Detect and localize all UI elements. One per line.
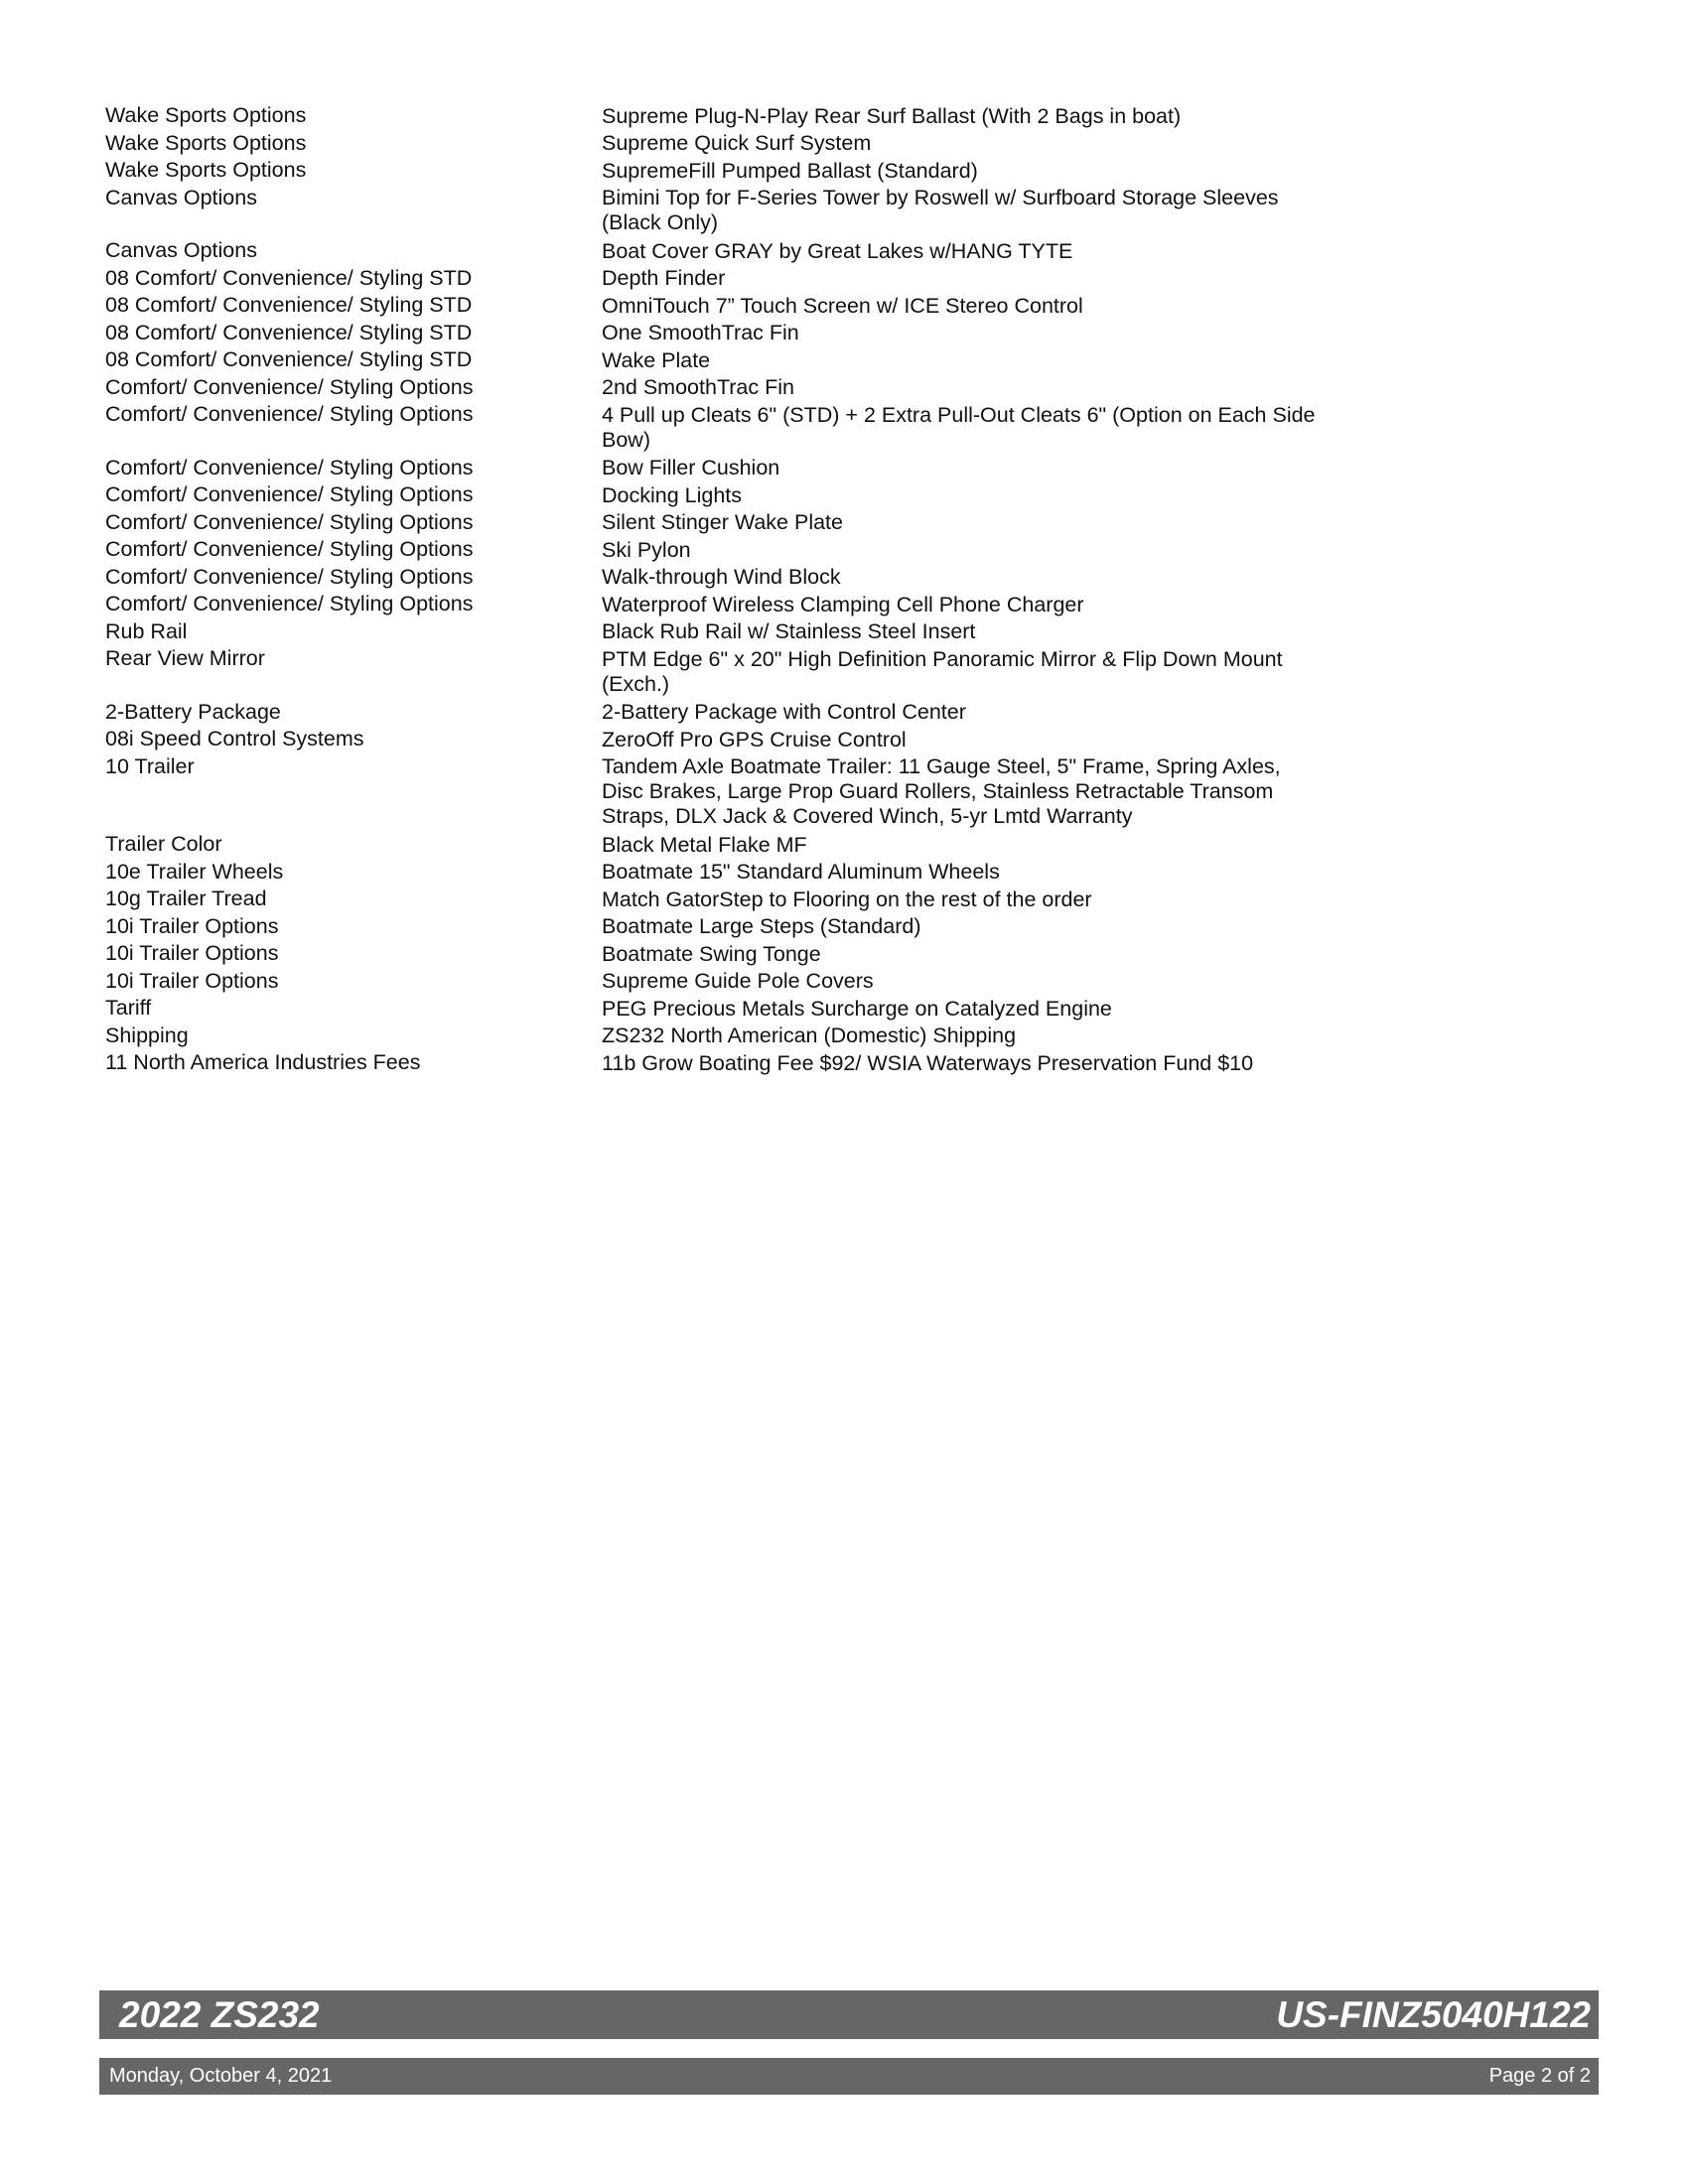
option-description: Supreme Guide Pole Covers bbox=[602, 969, 874, 993]
option-description: Supreme Plug-N-Play Rear Surf Ballast (With 2 Bags in boat) bbox=[602, 103, 1182, 128]
option-category: 10e Trailer Wheels bbox=[105, 859, 284, 884]
option-category: 08 Comfort/ Convenience/ Styling STD bbox=[105, 265, 473, 290]
option-category: Rear View Mirror bbox=[105, 646, 265, 670]
table-row bbox=[105, 913, 1336, 941]
option-description: Tandem Axle Boatmate Trailer: 11 Gauge Steel, 5" Frame, Spring Axles, Disc Brakes, Large Prop Guard Rollers, Stainless Retractable Transom Straps, DLX Jack & Covered Winch, 5-yr Lmtd Warranty bbox=[602, 754, 1281, 828]
model-name: 2022 ZS232 bbox=[119, 1993, 320, 2035]
table-row bbox=[105, 157, 1336, 185]
table-row bbox=[105, 536, 1336, 564]
option-category: Wake Sports Options bbox=[105, 130, 307, 155]
option-category: Shipping bbox=[105, 1023, 189, 1047]
option-category: Canvas Options bbox=[105, 185, 257, 209]
table-row bbox=[105, 886, 1336, 913]
option-category: Wake Sports Options bbox=[105, 103, 307, 127]
table-row bbox=[105, 374, 1336, 402]
option-description: Black Metal Flake MF bbox=[602, 832, 807, 857]
option-category: Comfort/ Convenience/ Styling Options bbox=[105, 455, 474, 479]
option-description: PTM Edge 6" x 20" High Definition Panoramic Mirror & Flip Down Mount (Exch.) bbox=[602, 646, 1283, 696]
table-row bbox=[105, 699, 1336, 727]
table-row bbox=[105, 753, 1336, 832]
option-category: Comfort/ Convenience/ Styling Options bbox=[105, 402, 474, 426]
option-description: SupremeFill Pumped Ballast (Standard) bbox=[602, 158, 978, 183]
option-description: 2nd SmoothTrac Fin bbox=[602, 375, 794, 399]
option-category: 10 Trailer bbox=[105, 753, 195, 778]
option-category: 10i Trailer Options bbox=[105, 913, 279, 938]
option-category: 10g Trailer Tread bbox=[105, 887, 267, 910]
table-row bbox=[105, 346, 1336, 374]
option-description: 2-Battery Package with Control Center bbox=[602, 700, 966, 724]
option-description: Boatmate 15" Standard Aluminum Wheels bbox=[602, 860, 1000, 884]
option-category: Comfort/ Convenience/ Styling Options bbox=[105, 592, 474, 615]
table-row bbox=[105, 618, 1336, 646]
table-row bbox=[105, 995, 1336, 1023]
table-row bbox=[105, 726, 1336, 753]
option-description: Ski Pylon bbox=[602, 537, 691, 562]
table-row bbox=[105, 102, 1336, 130]
option-category: Canvas Options bbox=[105, 238, 257, 262]
option-category: Comfort/ Convenience/ Styling Options bbox=[105, 509, 474, 534]
option-category: Comfort/ Convenience/ Styling Options bbox=[105, 374, 474, 399]
table-row bbox=[105, 320, 1336, 347]
option-description: Walk-through Wind Block bbox=[602, 565, 841, 589]
option-category: Wake Sports Options bbox=[105, 158, 307, 182]
option-description: Boat Cover GRAY by Great Lakes w/HANG TYTE bbox=[602, 238, 1073, 263]
option-category: Trailer Color bbox=[105, 832, 222, 856]
option-description: Wake Plate bbox=[602, 347, 711, 372]
option-description: ZeroOff Pro GPS Cruise Control bbox=[602, 727, 907, 751]
table-row bbox=[105, 237, 1336, 265]
table-row bbox=[105, 130, 1336, 158]
option-category: Tariff bbox=[105, 996, 152, 1020]
option-description: Bimini Top for F-Series Tower by Roswell w/ Surfboard Storage Sleeves (Black Only) bbox=[602, 186, 1279, 234]
option-description: Boatmate Large Steps (Standard) bbox=[602, 914, 921, 938]
options-list bbox=[105, 102, 1336, 1077]
option-category: 08 Comfort/ Convenience/ Styling STD bbox=[105, 347, 473, 371]
table-row bbox=[105, 481, 1336, 509]
option-category: Comfort/ Convenience/ Styling Options bbox=[105, 537, 474, 561]
option-category: 11 North America Industries Fees bbox=[105, 1050, 421, 1074]
option-description: Black Rub Rail w/ Stainless Steel Insert bbox=[602, 619, 976, 643]
table-row bbox=[105, 401, 1336, 455]
table-row bbox=[105, 1049, 1336, 1077]
option-category: 08i Speed Control Systems bbox=[105, 727, 364, 751]
option-category: 08 Comfort/ Convenience/ Styling STD bbox=[105, 320, 473, 344]
option-description: Depth Finder bbox=[602, 266, 726, 290]
option-description: Bow Filler Cushion bbox=[602, 456, 780, 479]
option-category: 08 Comfort/ Convenience/ Styling STD bbox=[105, 293, 473, 317]
option-description: Waterproof Wireless Clamping Cell Phone Charger bbox=[602, 592, 1084, 616]
table-row bbox=[105, 591, 1336, 618]
option-category: Rub Rail bbox=[105, 618, 188, 643]
option-category: 10i Trailer Options bbox=[105, 968, 279, 993]
option-description: 4 Pull up Cleats 6" (STD) + 2 Extra Pull-Out Cleats 6" (Option on Each Side Bow) bbox=[602, 402, 1316, 452]
page-number: Page 2 of 2 bbox=[1488, 2065, 1591, 2087]
option-category: 10i Trailer Options bbox=[105, 941, 279, 965]
option-category: 2-Battery Package bbox=[105, 699, 281, 724]
option-description: 11b Grow Boating Fee $92/ WSIA Waterways Preservation Fund $10 bbox=[602, 1050, 1254, 1075]
option-description: Boatmate Swing Tonge bbox=[602, 941, 821, 966]
hull-id: US-FINZ5040H122 bbox=[1276, 1993, 1591, 2035]
option-description: OmniTouch 7” Touch Screen w/ ICE Stereo Control bbox=[602, 293, 1083, 318]
footer-model-bar bbox=[99, 1990, 1599, 2039]
table-row bbox=[105, 940, 1336, 968]
option-category: Comfort/ Convenience/ Styling Options bbox=[105, 482, 474, 506]
option-description: Match GatorStep to Flooring on the rest of the order bbox=[602, 887, 1092, 911]
table-row bbox=[105, 455, 1336, 482]
table-row bbox=[105, 292, 1336, 320]
option-description: Silent Stinger Wake Plate bbox=[602, 510, 843, 534]
option-description: Docking Lights bbox=[602, 482, 743, 507]
table-row bbox=[105, 968, 1336, 996]
table-row bbox=[105, 509, 1336, 537]
option-description: PEG Precious Metals Surcharge on Catalyzed Engine bbox=[602, 996, 1112, 1021]
table-row bbox=[105, 564, 1336, 592]
table-row bbox=[105, 645, 1336, 699]
option-description: ZS232 North American (Domestic) Shipping bbox=[602, 1024, 1017, 1047]
table-row bbox=[105, 185, 1336, 238]
table-row bbox=[105, 831, 1336, 859]
option-description: Supreme Quick Surf System bbox=[602, 131, 872, 155]
table-row bbox=[105, 265, 1336, 293]
print-date: Monday, October 4, 2021 bbox=[109, 2065, 333, 2087]
table-row bbox=[105, 1023, 1336, 1050]
footer-date-bar bbox=[99, 2058, 1599, 2095]
option-description: One SmoothTrac Fin bbox=[602, 321, 799, 344]
table-row bbox=[105, 859, 1336, 887]
option-category: Comfort/ Convenience/ Styling Options bbox=[105, 564, 474, 589]
